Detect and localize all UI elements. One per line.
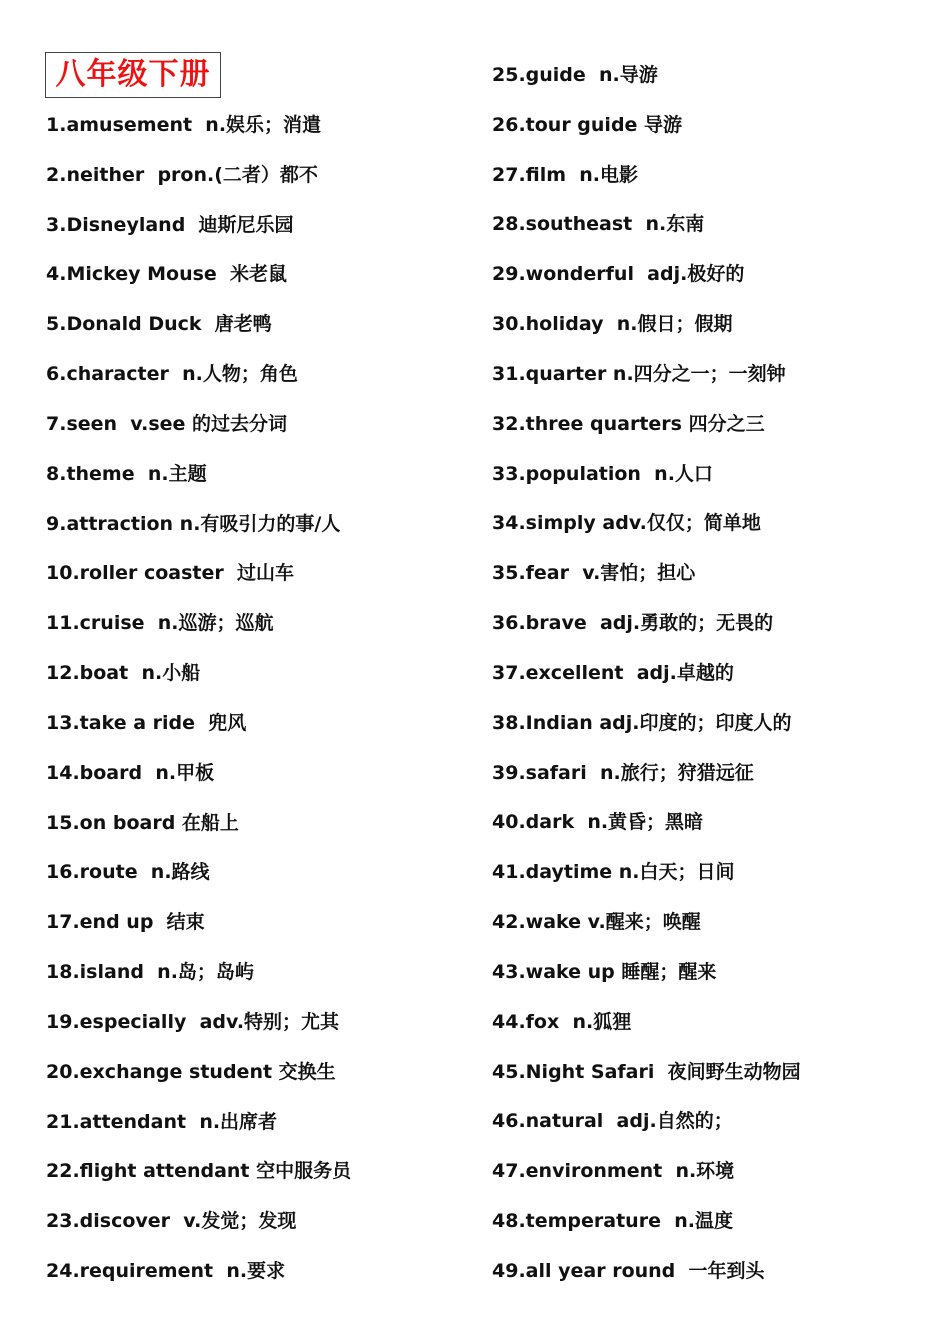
vocab-entry: 45.Night Safari 夜间野生动物园: [492, 1060, 801, 1083]
vocab-entry: 6.character n.人物；角色: [46, 363, 298, 386]
vocab-entry: 5.Donald Duck 唐老鸭: [46, 313, 272, 336]
vocab-entry: 30.holiday n.假日；假期: [492, 313, 733, 336]
vocab-entry: 20.exchange student 交换生: [46, 1060, 336, 1083]
vocab-list-right: [492, 59, 801, 1305]
vocab-entry: 9.attraction n.有吸引力的事/人: [46, 512, 341, 535]
vocab-entry: 36.brave adj.勇敢的；无畏的: [492, 612, 774, 635]
vocab-entry: 37.excellent adj.卓越的: [492, 661, 734, 684]
vocab-entry: 11.cruise n.巡游；巡航: [46, 612, 274, 635]
vocab-entry: 40.dark n.黄昏；黑暗: [492, 811, 704, 834]
vocab-entry: 43.wake up 睡醒；醒来: [492, 960, 717, 983]
vocab-entry: 46.natural adj.自然的；: [492, 1110, 733, 1133]
vocab-entry: 12.boat n.小船: [46, 662, 201, 685]
vocab-entry: 32.three quarters 四分之三: [492, 412, 765, 435]
vocab-entry: 44.fox n.狐狸: [492, 1010, 632, 1033]
vocab-entry: 25.guide n.导游: [492, 64, 658, 86]
vocab-entry: 4.Mickey Mouse 米老鼠: [46, 263, 288, 286]
vocab-entry: 27.film n.电影: [492, 163, 639, 186]
page-title: 八年级下册: [55, 57, 211, 92]
vocab-entry: 22.flight attendant 空中服务员: [46, 1160, 352, 1183]
vocab-entry: 1.amusement n.娱乐；消遣: [46, 114, 322, 136]
vocab-entry: 17.end up 结束: [46, 911, 205, 934]
vocab-entry: 7.seen v.see 的过去分词: [46, 412, 288, 435]
vocab-entry: 23.discover v.发觉；发现: [46, 1210, 297, 1233]
vocab-entry: 26.tour guide 导游: [492, 113, 683, 136]
vocab-entry: 49.all year round 一年到头: [492, 1259, 765, 1282]
vocab-entry: 16.route n.路线: [46, 861, 210, 884]
vocab-entry: 33.population n.人口: [492, 462, 713, 485]
vocab-entry: 19.especially adv.特别；尤其: [46, 1010, 340, 1033]
vocab-entry: 41.daytime n.白天；日间: [492, 861, 735, 884]
vocab-entry: 14.board n.甲板: [46, 761, 215, 784]
vocab-entry: 31.quarter n.四分之一；一刻钟: [492, 362, 786, 385]
vocab-entry: 21.attendant n.出席者: [46, 1110, 278, 1133]
vocab-entry: 13.take a ride 兜风: [46, 711, 247, 734]
vocab-entry: 48.temperature n.温度: [492, 1210, 733, 1233]
vocab-entry: 39.safari n.旅行；狩猎远征: [492, 761, 754, 784]
vocab-entry: 38.Indian adj.印度的；印度人的: [492, 711, 792, 734]
vocab-entry: 24.requirement n.要求: [46, 1260, 286, 1283]
vocab-entry: 15.on board 在船上: [46, 811, 239, 834]
vocab-entry: 3.Disneyland 迪斯尼乐园: [46, 213, 294, 236]
vocab-entry: 18.island n.岛；岛屿: [46, 961, 254, 984]
title-box: [45, 52, 221, 98]
vocab-entry: 28.southeast n.东南: [492, 213, 705, 236]
vocab-entry: 35.fear v.害怕；担心: [492, 562, 696, 585]
vocab-entry: 47.environment n.环境: [492, 1160, 735, 1183]
vocab-entry: 8.theme n.主题: [46, 462, 207, 485]
vocab-entry: 29.wonderful adj.极好的: [492, 263, 745, 286]
vocab-entry: 42.wake v.醒来；唤醒: [492, 911, 701, 934]
vocab-list-left: [46, 109, 351, 1305]
vocab-entry: 10.roller coaster 过山车: [46, 562, 294, 585]
vocab-entry: 34.simply adv.仅仅；简单地: [492, 512, 761, 535]
vocab-entry: 2.neither pron.(二者）都不: [46, 163, 318, 186]
